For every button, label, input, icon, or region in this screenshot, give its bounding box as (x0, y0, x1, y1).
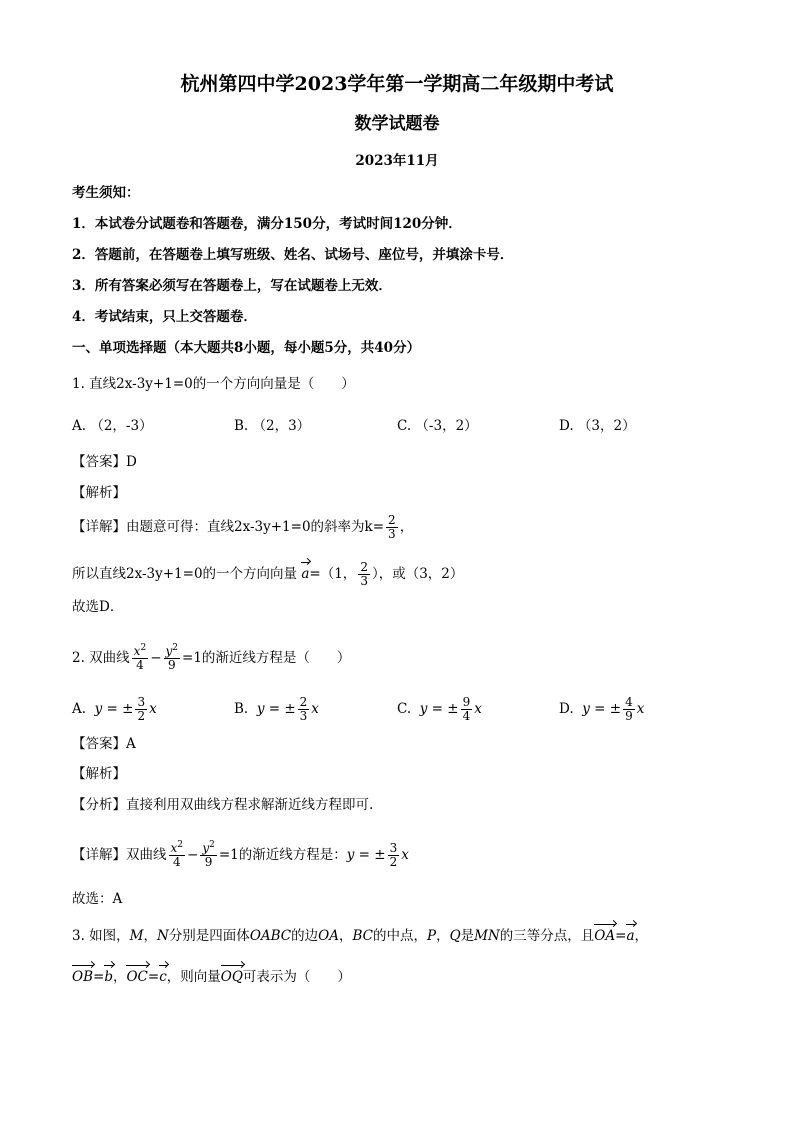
q2-option-d: D. y = ± $\frac{4}{9}$ x (559, 695, 645, 723)
q1-option-d: D. （3，2） (559, 418, 636, 434)
q2-answer: 【答案】A (72, 736, 136, 752)
q1-conclusion: 故选D． (72, 599, 124, 615)
q1-answer: 【答案】D (72, 454, 137, 470)
vector-oa: OA (594, 928, 616, 944)
q2-conclusion: 故选：A (72, 891, 123, 907)
q3-line-1: 3. 如图，M，N分别是四面体OABC的边OA，BC的中点，P，Q是MN的三等分点，且OA=a， (72, 928, 648, 944)
q1-detail-text: 【详解】由题意可得：直线2x-3y+1=0的斜率为k= (72, 519, 385, 535)
q1-direction-line: 所以直线2x-3y+1=0的一个方向向量 a=（1， $\frac{2}{3}$ ），或（3，2） (72, 560, 464, 588)
q2-x-fraction: $\frac{x^2}{4}$ (133, 643, 147, 672)
q2-stem: 2. 双曲线 $\frac{x^2}{4}$ − $\frac{y^2}{9}$ =1的渐近线方程是（ ） (72, 643, 351, 672)
q2-option-a: A. y = ± $\frac{3}{2}$ x (72, 695, 157, 723)
q2-fenxi: 【分析】直接利用双曲线方程求解渐近线方程即可. (72, 797, 374, 813)
vector-a: a (301, 566, 310, 582)
section-heading: 一、单项选择题（本大题共8小题，每小题5分，共40分） (72, 340, 421, 356)
q1-option-c: C. （-3，2） (397, 418, 478, 434)
vector-oc: OC (126, 969, 148, 985)
q2-analysis: 【解析】 (72, 766, 126, 782)
notice-item-3: 3．所有答案必须写在答题卷上，写在试题卷上无效． (72, 278, 392, 294)
vector-c: c (159, 969, 167, 985)
page-subtitle: 数学试题卷 (354, 114, 440, 134)
q1-stem: 1. 直线2x-3y+1=0的一个方向向量是（ ） (72, 376, 355, 392)
q1-slope-fraction: $\frac{2}{3}$ (388, 513, 396, 541)
q2-y-fraction: $\frac{y^2}{9}$ (165, 643, 179, 672)
vector-ob: OB (72, 969, 93, 985)
q1-option-a: A. （2，-3） (72, 418, 153, 434)
q2-detail: 【详解】双曲线 $\frac{x^2}{4}$ − $\frac{y^2}{9}$ =1的渐近线方程是：y = ± $\frac{3}{2}$ x (72, 840, 409, 869)
vector-b: b (104, 969, 113, 985)
q3-line-2: OB=b，OC=c，则向量OQ可表示为（ ） (72, 969, 351, 985)
notice-item-4: 4．考试结束，只上交答题卷． (72, 309, 257, 325)
notice-item-2: 2．答题前，在答题卷上填写班级、姓名、试场号、座位号，并填涂卡号． (72, 247, 514, 263)
q1-analysis: 【解析】 (72, 485, 126, 501)
vector-oq: OQ (220, 969, 243, 985)
notice-heading: 考生须知： (72, 185, 140, 201)
vector-a: a (626, 928, 635, 944)
q1-vector-fraction: $\frac{2}{3}$ (360, 560, 368, 588)
exam-date: 2023年11月 (355, 153, 439, 169)
notice-item-1: 1．本试卷分试题卷和答题卷，满分150分，考试时间120分钟． (72, 216, 462, 232)
page-title: 杭州第四中学2023学年第一学期高二年级期中考试 (180, 73, 614, 95)
q2-option-c: C. y = ± $\frac{9}{4}$ x (397, 695, 482, 723)
q2-option-b: B. y = ± $\frac{2}{3}$ x (234, 695, 319, 723)
q1-detail: 【详解】由题意可得：直线2x-3y+1=0的斜率为k= $\frac{2}{3}$ ， (72, 513, 414, 541)
q1-option-b: B. （2，3） (234, 418, 311, 434)
